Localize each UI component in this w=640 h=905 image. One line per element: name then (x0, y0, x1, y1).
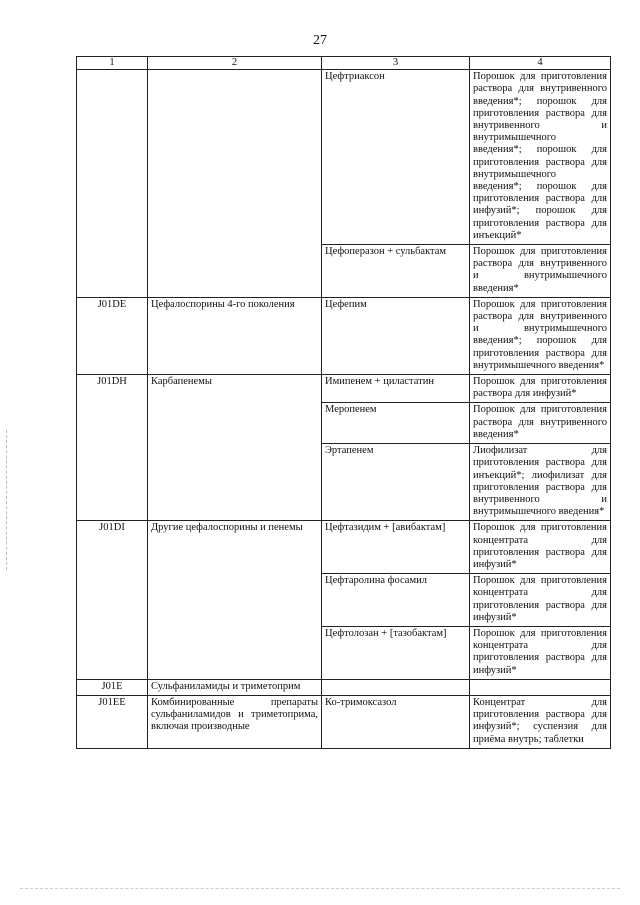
table-header-row (77, 57, 611, 70)
drug-table (76, 56, 611, 749)
drug-name-cell: Меропенем (322, 403, 470, 444)
table-row (77, 70, 611, 245)
column-header-1: 1 (77, 57, 148, 70)
drug-name-cell: Имипенем + циластатин (322, 375, 470, 403)
dosage-form-cell: Концентрат для приготовления раствора для инфузий*; суспензия для приёма внутрь; таблетки (470, 695, 611, 748)
drug-name-cell: Цефтолозан + [тазобактам] (322, 626, 470, 679)
group-cell: Другие цефалоспорины и пенемы (148, 521, 322, 679)
dosage-form-cell (470, 679, 611, 695)
page-number: 27 (313, 33, 327, 48)
group-cell: Комбинированные препараты сульфаниламидов и триметоприма, включая производные (148, 695, 322, 748)
drug-name-cell: Ко-тримоксазол (322, 695, 470, 748)
group-cell (148, 70, 322, 298)
table-row (77, 375, 611, 403)
column-header-4: 4 (470, 57, 611, 70)
group-cell: Сульфаниламиды и триметоприм (148, 679, 322, 695)
atc-code-cell (77, 70, 148, 298)
dosage-form-cell: Порошок для приготовления раствора для внутривенного введения*; порошок для приготовления раствора для внутривенного и внутримышечного введения*; порошок для приготовления раствора для внутримышечного введения*; порошок для приготовления раствора для инфузий*; порошок для приготовления раствора для инъекций* (470, 70, 611, 245)
atc-code-cell: J01DH (77, 375, 148, 521)
drug-name-cell: Цефтазидим + [авибактам] (322, 521, 470, 574)
dosage-form-cell: Порошок для приготовления концентрата для приготовления раствора для инфузий* (470, 521, 611, 574)
dosage-form-cell: Порошок для приготовления концентрата для приготовления раствора для инфузий* (470, 574, 611, 627)
drug-name-cell: Цефтриаксон (322, 70, 470, 245)
column-header-3: 3 (322, 57, 470, 70)
atc-code-cell: J01E (77, 679, 148, 695)
drug-name-cell: Цефтаролина фосамил (322, 574, 470, 627)
table-row (77, 679, 611, 695)
drug-name-cell: Цефоперазон + сульбактам (322, 245, 470, 298)
dosage-form-cell: Порошок для приготовления раствора для внутривенного и внутримышечного введения*; порошок для приготовления раствора для внутримышечного введения* (470, 297, 611, 374)
atc-code-cell: J01DE (77, 297, 148, 374)
scan-margin-line (6, 430, 7, 570)
group-cell: Цефалоспорины 4-го поколения (148, 297, 322, 374)
drug-name-cell (322, 679, 470, 695)
atc-code-cell: J01DI (77, 521, 148, 679)
table-row (77, 297, 611, 374)
drug-name-cell: Эртапенем (322, 444, 470, 521)
dosage-form-cell: Порошок для приготовления раствора для внутривенного введения* (470, 403, 611, 444)
drug-name-cell: Цефепим (322, 297, 470, 374)
atc-code-cell: J01EE (77, 695, 148, 748)
dosage-form-cell: Порошок для приготовления раствора для внутривенного и внутримышечного введения* (470, 245, 611, 298)
group-cell: Карбапенемы (148, 375, 322, 521)
table-row (77, 695, 611, 748)
dosage-form-cell: Порошок для приготовления концентрата для приготовления раствора для инфузий* (470, 626, 611, 679)
dosage-form-cell: Лиофилизат для приготовления раствора для инъекций*; лиофилизат для приготовления раствора для внутривенного и внутримышечного введения* (470, 444, 611, 521)
dosage-form-cell: Порошок для приготовления раствора для инфузий* (470, 375, 611, 403)
scan-bottom-line (20, 888, 620, 889)
column-header-2: 2 (148, 57, 322, 70)
table-row (77, 521, 611, 574)
